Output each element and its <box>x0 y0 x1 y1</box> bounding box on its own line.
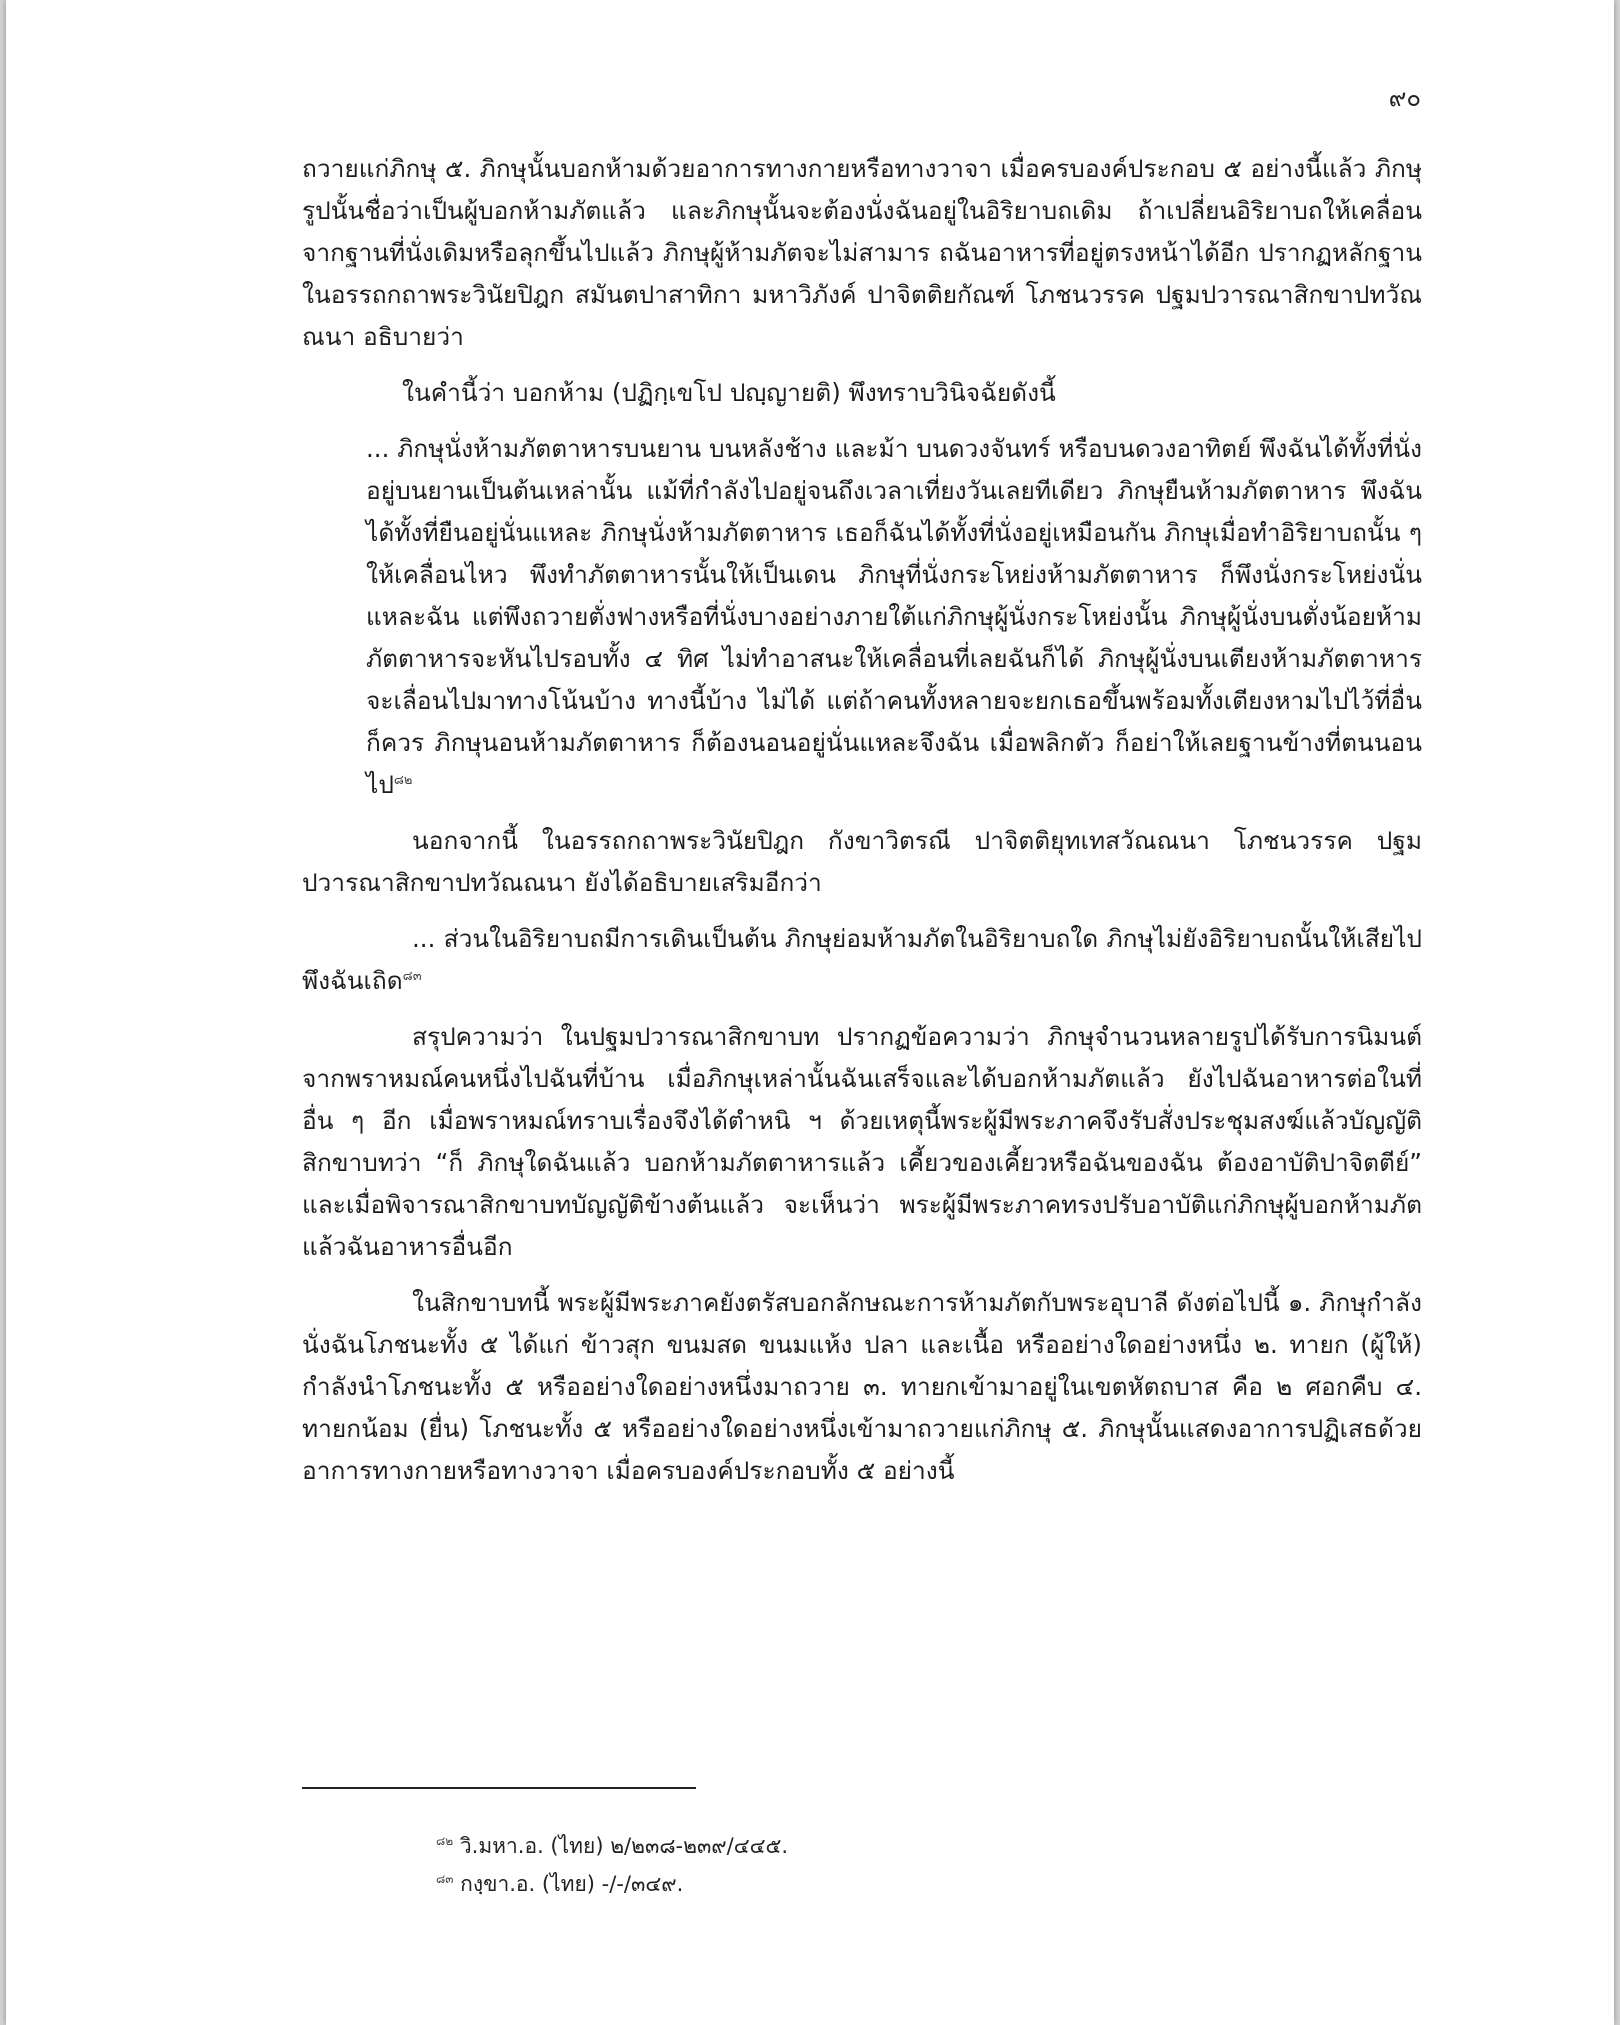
quote-block-1 <box>302 428 1422 806</box>
paragraph-4: สรุปความว่า ในปฐมปวารณาสิกขาบท ปรากฏข้อความว่า ภิกษุจำนวนหลายรูปได้รับการนิมนต์จากพราหมณ์คนหนึ่งไปฉันที่บ้าน เมื่อภิกษุเหล่านั้นฉันเสร็จและได้บอกห้ามภัตแล้ว ยังไปฉันอาหารต่อในที่อื่น ๆ อีก เมื่อพราหมณ์ทราบเรื่องจึงได้ตำหนิ ฯ ด้วยเหตุนี้พระผู้มีพระภาคจึงรับสั่งประชุมสงฆ์แล้วบัญญัติสิกขาบทว่า “ก็ ภิกษุใดฉันแล้ว บอกห้ามภัตตาหารแล้ว เคี้ยวของเคี้ยวหรือฉันของฉัน ต้องอาบัติปาจิตตีย์” และเมื่อพิจารณาสิกขาบทบัญญัติข้างต้นแล้ว จะเห็นว่า พระผู้มีพระภาคทรงปรับอาบัติแก่ภิกษุผู้บอกห้ามภัตแล้วฉันอาหารอื่นอีก <box>302 1022 1422 1261</box>
page-body <box>302 148 1422 1506</box>
footnote-mark: ๘๓ <box>436 1872 454 1886</box>
footnote-83 <box>436 1865 788 1903</box>
footnote-ref-82[interactable]: ๘๒ <box>393 773 413 788</box>
page-number: ๙๐ <box>1388 84 1421 112</box>
footnote-text: กงฺขา.อ. (ไทย) -/-/๓๔๙. <box>453 1872 684 1896</box>
footnote-separator <box>302 1787 696 1789</box>
footnote-82 <box>436 1827 788 1865</box>
quote-block-2 <box>302 918 1422 1002</box>
paragraph-1: ถวายแก่ภิกษุ ๕. ภิกษุนั้นบอกห้ามด้วยอาการทางกายหรือทางวาจา เมื่อครบองค์ประกอบ ๕ อย่างนี้แล้ว ภิกษุรูปนั้นชื่อว่าเป็นผู้บอกห้ามภัตแล้ว และภิกษุนั้นจะต้องนั่งฉันอยู่ในอิริยาบถเดิม ถ้าเปลี่ยนอิริยาบถให้เคลื่อนจากฐานที่นั่งเดิมหรือลุกขึ้นไปแล้ว ภิกษุผู้ห้ามภัตจะไม่สามาร ถฉันอาหารที่อยู่ตรงหน้าได้อีก ปรากฏหลักฐานในอรรถกถาพระวินัยปิฎก สมันตปาสาทิกา มหาวิภังค์ ปาจิตติยกัณฑ์ โภชนวรรค ปฐมปวารณาสิกขาปทวัณณนา อธิบายว่า <box>302 154 1422 351</box>
quote-2-text: ... ส่วนในอิริยาบถมีการเดินเป็นต้น ภิกษุย่อมห้ามภัตในอิริยาบถใด ภิกษุไม่ยังอิริยาบถนั้นให้เสียไป พึงฉันเถิด <box>302 924 1422 995</box>
paragraph-2: ในคำนี้ว่า บอกห้าม (ปฏิกฺเขโป ปญฺญายติ) พึงทราบวินิจฉัยดังนี้ <box>402 378 1056 407</box>
document-page <box>6 0 1614 2025</box>
footnotes <box>436 1827 788 1903</box>
footnote-ref-83[interactable]: ๘๓ <box>402 969 422 984</box>
quote-1-text: ... ภิกษุนั่งห้ามภัตตาหารบนยาน บนหลังช้าง และม้า บนดวงจันทร์ หรือบนดวงอาทิตย์ พึงฉันได้ทั้งที่นั่งอยู่บนยานเป็นต้นเหล่านั้น แม้ที่กำลังไปอยู่จนถึงเวลาเที่ยงวันเลยทีเดียว ภิกษุยืนห้ามภัตตาหาร พึงฉันได้ทั้งที่ยืนอยู่นั่นแหละ ภิกษุนั่งห้ามภัตตาหาร เธอก็ฉันได้ทั้งที่นั่งอยู่เหมือนกัน ภิกษุเมื่อทำอิริยาบถนั้น ๆ ให้เคลื่อนไหว พึงทำภัตตาหารนั้นให้เป็นเดน ภิกษุที่นั่งกระโหย่งห้ามภัตตาหาร ก็พึงนั่งกระโหย่งนั่นแหละฉัน แต่พึงถวายตั่งฟางหรือที่นั่งบางอย่างภายใต้แก่ภิกษุผู้นั่งกระโหย่งนั้น ภิกษุผู้นั่งบนตั่งน้อยห้ามภัตตาหารจะหันไปรอบทั้ง ๔ ทิศ ไม่ทำอาสนะให้เคลื่อนที่เลยฉันก็ได้ ภิกษุผู้นั่งบนเตียงห้ามภัตตาหารจะเลื่อนไปมาทางโน้นบ้าง ทางนี้บ้าง ไม่ได้ แต่ถ้าคนทั้งหลายจะยกเธอขึ้นพร้อมทั้งเตียงหามไปไว้ที่อื่นก็ควร ภิกษุนอนห้ามภัตตาหาร ก็ต้องนอนอยู่นั่นแหละจึงฉัน เมื่อพลิกตัว ก็อย่าให้เลยฐานข้างที่ตนนอนไป <box>366 434 1422 799</box>
footnote-text: วิ.มหา.อ. (ไทย) ๒/๒๓๘-๒๓๙/๔๔๕. <box>453 1834 789 1858</box>
footnote-mark: ๘๒ <box>436 1834 454 1848</box>
paragraph-3: นอกจากนี้ ในอรรถกถาพระวินัยปิฎก กังขาวิตรณี ปาจิตติยุทเทสวัณณนา โภชนวรรค ปฐมปวารณาสิกขาปทวัณณนา ยังได้อธิบายเสริมอีกว่า <box>302 826 1422 897</box>
paragraph-5: ในสิกขาบทนี้ พระผู้มีพระภาคยังตรัสบอกลักษณะการห้ามภัตกับพระอุบาลี ดังต่อไปนี้ ๑. ภิกษุกำลังนั่งฉันโภชนะทั้ง ๕ ได้แก่ ข้าวสุก ขนมสด ขนมแห้ง ปลา และเนื้อ หรืออย่างใดอย่างหนึ่ง ๒. ทายก (ผู้ให้) กำลังนำโภชนะทั้ง ๕ หรืออย่างใดอย่างหนึ่งมาถวาย ๓. ทายกเข้ามาอยู่ในเขตหัตถบาส คือ ๒ ศอกคืบ ๔. ทายกน้อม (ยื่น) โภชนะทั้ง ๕ หรืออย่างใดอย่างหนึ่งเข้ามาถวายแก่ภิกษุ ๕. ภิกษุนั้นแสดงอาการปฏิเสธด้วยอาการทางกายหรือทางวาจา เมื่อครบองค์ประกอบทั้ง ๕ อย่างนี้ <box>302 1288 1422 1485</box>
